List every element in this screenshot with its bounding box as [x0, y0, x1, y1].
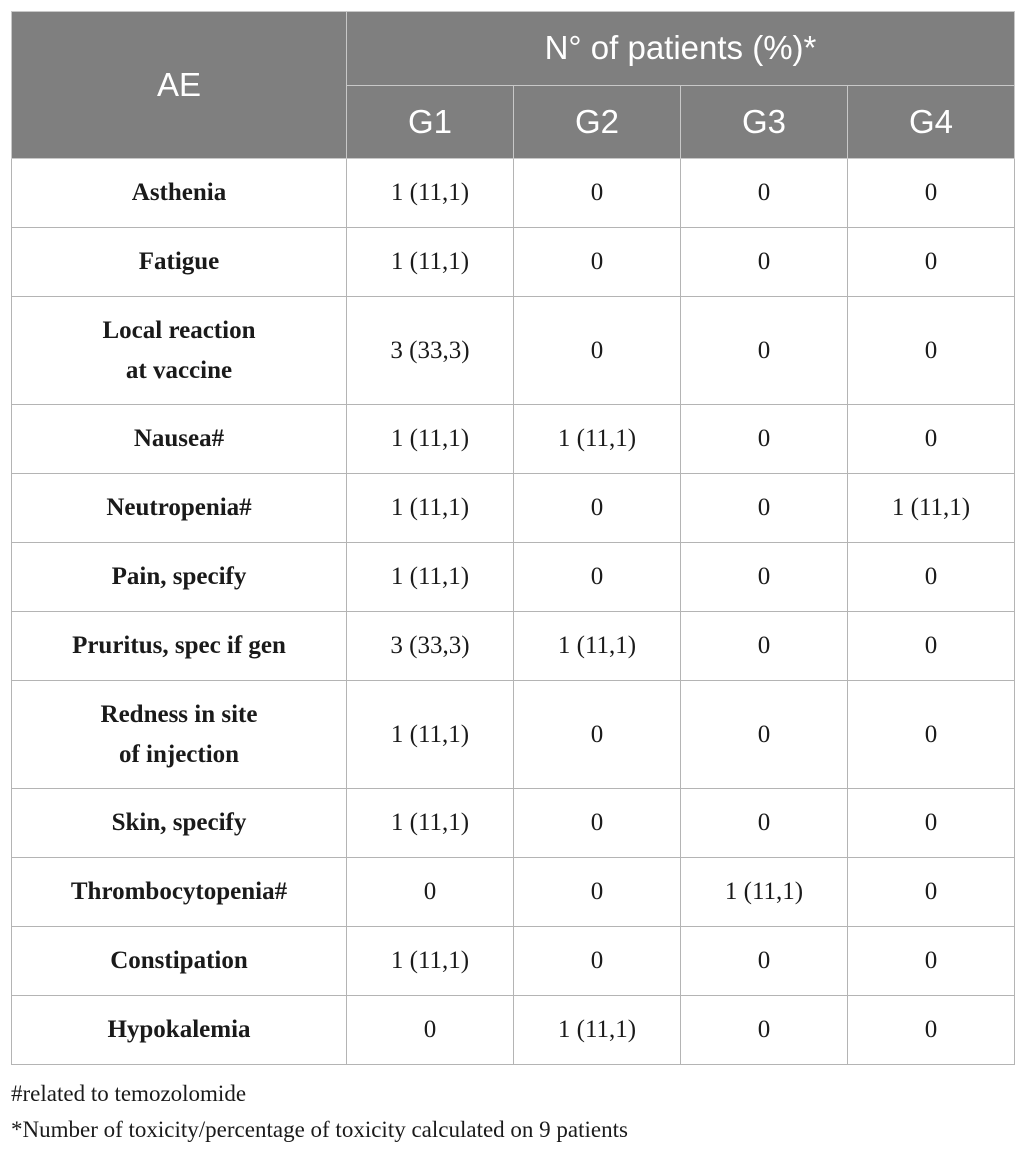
ae-label-line: Pruritus, spec if gen — [72, 632, 286, 659]
ae-label-cell — [12, 159, 347, 228]
value-cell-g3: 0 — [681, 612, 848, 681]
ae-label-line: Fatigue — [138, 248, 220, 275]
value-cell-g2: 0 — [514, 159, 681, 228]
ae-label-line: Constipation — [110, 947, 248, 974]
table-row — [12, 228, 1015, 297]
value-cell-g2: 1 (11,1) — [514, 612, 681, 681]
value-cell-g1: 1 (11,1) — [347, 681, 514, 789]
value-cell-g3: 0 — [681, 789, 848, 858]
table-row — [12, 612, 1015, 681]
value-cell-g2: 0 — [514, 858, 681, 927]
value-cell-g2: 1 (11,1) — [514, 405, 681, 474]
ae-label-cell — [12, 474, 347, 543]
value-cell-g3: 0 — [681, 405, 848, 474]
table-row — [12, 405, 1015, 474]
ae-label-line: Asthenia — [131, 179, 227, 206]
ae-label-cell — [12, 543, 347, 612]
value-cell-g4: 0 — [848, 681, 1015, 789]
value-cell-g4: 0 — [848, 927, 1015, 996]
table-row — [12, 297, 1015, 405]
ae-label-cell — [12, 228, 347, 297]
value-cell-g4: 0 — [848, 612, 1015, 681]
header-grade-g3: G3 — [681, 85, 848, 159]
table-row — [12, 789, 1015, 858]
table-body — [12, 159, 1015, 1065]
header-grade-g2: G2 — [514, 85, 681, 159]
value-cell-g4: 0 — [848, 405, 1015, 474]
value-cell-g4: 0 — [848, 789, 1015, 858]
table-row — [12, 858, 1015, 927]
value-cell-g2: 0 — [514, 789, 681, 858]
header-ae: AE — [12, 12, 347, 159]
footnote-asterisk: *Number of toxicity/percentage of toxicity calculated on 9 patients — [11, 1117, 628, 1142]
value-cell-g1: 3 (33,3) — [347, 612, 514, 681]
value-cell-g3: 0 — [681, 228, 848, 297]
ae-label-line: Nausea# — [133, 425, 225, 452]
value-cell-g1: 3 (33,3) — [347, 297, 514, 405]
value-cell-g1: 1 (11,1) — [347, 927, 514, 996]
table-row — [12, 996, 1015, 1065]
value-cell-g3: 0 — [681, 159, 848, 228]
table-row — [12, 681, 1015, 789]
table-row — [12, 159, 1015, 228]
table-row — [12, 543, 1015, 612]
value-cell-g4: 0 — [848, 297, 1015, 405]
ae-label-cell — [12, 927, 347, 996]
ae-label-cell — [12, 681, 347, 789]
value-cell-g3: 1 (11,1) — [681, 858, 848, 927]
footnote-hash: #related to temozolomide — [11, 1081, 247, 1106]
table-row — [12, 474, 1015, 543]
table-header — [12, 12, 1015, 159]
header-grade-g4: G4 — [848, 85, 1015, 159]
ae-label-line: Pain, specify — [111, 563, 247, 590]
value-cell-g1: 0 — [347, 996, 514, 1065]
ae-label-cell — [12, 789, 347, 858]
value-cell-g2: 0 — [514, 297, 681, 405]
ae-label-cell — [12, 858, 347, 927]
ae-label-line: Redness in site — [100, 700, 258, 728]
value-cell-g3: 0 — [681, 543, 848, 612]
value-cell-g1: 1 (11,1) — [347, 228, 514, 297]
value-cell-g2: 0 — [514, 543, 681, 612]
value-cell-g2: 0 — [514, 927, 681, 996]
value-cell-g2: 0 — [514, 474, 681, 543]
value-cell-g4: 0 — [848, 996, 1015, 1065]
value-cell-g2: 1 (11,1) — [514, 996, 681, 1065]
value-cell-g2: 0 — [514, 681, 681, 789]
value-cell-g1: 1 (11,1) — [347, 159, 514, 228]
value-cell-g2: 0 — [514, 228, 681, 297]
ae-label-line: of injection — [118, 740, 240, 768]
value-cell-g1: 0 — [347, 858, 514, 927]
value-cell-g1: 1 (11,1) — [347, 543, 514, 612]
ae-label-cell — [12, 297, 347, 405]
ae-label-line: Neutropenia# — [106, 494, 252, 521]
value-cell-g1: 1 (11,1) — [347, 474, 514, 543]
header-patients-group: N° of patients (%)* — [347, 12, 1015, 86]
ae-label-line: Skin, specify — [111, 809, 247, 836]
value-cell-g4: 0 — [848, 159, 1015, 228]
value-cell-g3: 0 — [681, 297, 848, 405]
ae-label-line: Thrombocytopenia# — [70, 878, 288, 905]
value-cell-g3: 0 — [681, 927, 848, 996]
ae-label-cell — [12, 612, 347, 681]
value-cell-g1: 1 (11,1) — [347, 405, 514, 474]
value-cell-g3: 0 — [681, 474, 848, 543]
value-cell-g4: 0 — [848, 543, 1015, 612]
ae-label-line: at vaccine — [125, 356, 233, 384]
adverse-events-table-container — [11, 11, 1015, 1065]
value-cell-g1: 1 (11,1) — [347, 789, 514, 858]
ae-label-line: Local reaction — [102, 316, 256, 344]
value-cell-g3: 0 — [681, 681, 848, 789]
adverse-events-table — [11, 11, 1015, 1065]
value-cell-g4: 0 — [848, 858, 1015, 927]
ae-label-line: Hypokalemia — [107, 1016, 251, 1043]
value-cell-g3: 0 — [681, 996, 848, 1065]
ae-label-cell — [12, 405, 347, 474]
header-grade-g1: G1 — [347, 85, 514, 159]
table-row — [12, 927, 1015, 996]
value-cell-g4: 1 (11,1) — [848, 474, 1015, 543]
ae-label-cell — [12, 996, 347, 1065]
value-cell-g4: 0 — [848, 228, 1015, 297]
